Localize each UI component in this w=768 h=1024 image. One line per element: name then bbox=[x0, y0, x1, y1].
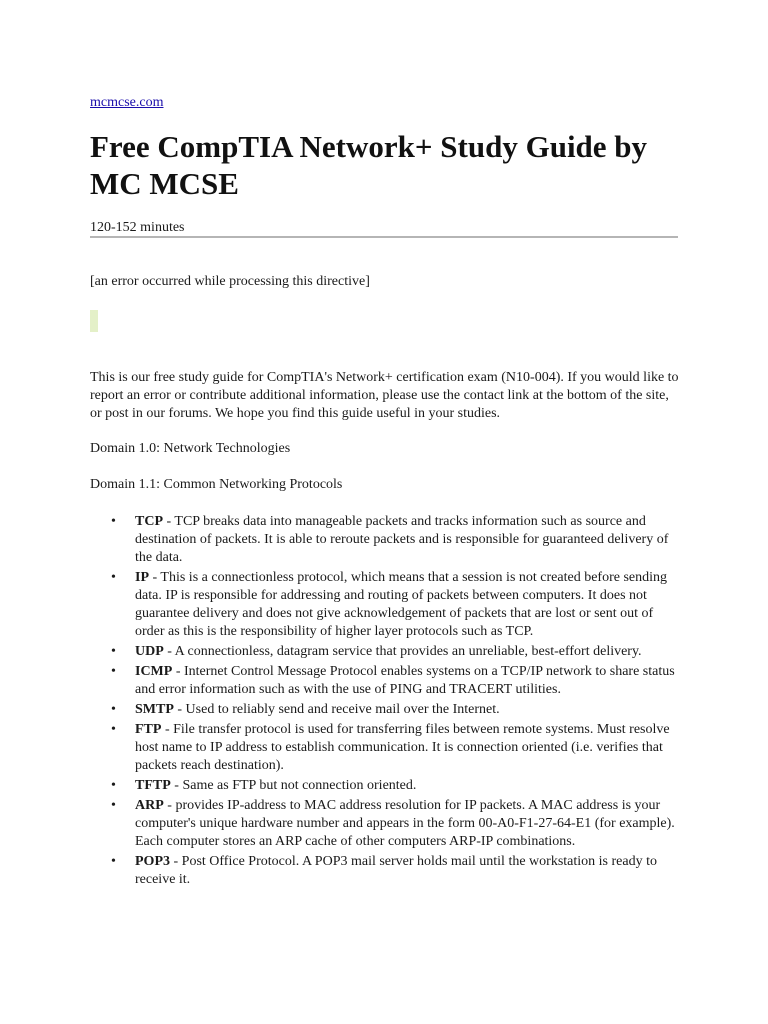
protocol-description: - Used to reliably send and receive mail over the Internet. bbox=[173, 702, 500, 717]
protocol-list bbox=[90, 513, 680, 891]
list-item-smtp bbox=[90, 701, 680, 719]
list-item-arp bbox=[90, 797, 680, 851]
list-item-icmp bbox=[90, 663, 680, 699]
directive-error-text: [an error occurred while processing this directive] bbox=[90, 274, 370, 289]
bullet-icon: • bbox=[111, 798, 116, 813]
protocol-description: - A connectionless, datagram service that provides an unreliable, best-effort delivery. bbox=[163, 644, 642, 659]
protocol-description: - This is a connectionless protocol, which means that a session is not created before sending data. IP is responsible for addressing and routing of packets between computers. It does not guarantee delivery and does not give acknowledgement of packets that are lost or sent out of order as this is the responsibility of higher layer protocols such as TCP. bbox=[135, 570, 667, 639]
protocol-term: TCP bbox=[135, 514, 163, 529]
ad-placeholder bbox=[90, 310, 98, 332]
protocol-description: - TCP breaks data into manageable packets and tracks information such as source and destination of packets. It is able to reroute packets and is responsible for guaranteed delivery of the data. bbox=[135, 514, 669, 565]
list-item-tftp bbox=[90, 777, 680, 795]
divider bbox=[90, 236, 678, 238]
list-item-ftp bbox=[90, 721, 680, 775]
protocol-description: - provides IP-address to MAC address resolution for IP packets. A MAC address is your computer's unique hardware number and appears in the form 00-A0-F1-27-64-E1 (for example). Each computer stores an ARP cache of other computers ARP-IP combinations. bbox=[135, 798, 675, 849]
protocol-term: IP bbox=[135, 570, 149, 585]
bullet-icon: • bbox=[111, 664, 116, 679]
list-item-tcp bbox=[90, 513, 680, 567]
intro-paragraph: This is our free study guide for CompTIA's Network+ certification exam (N10-004). If you would like to report an error or contribute additional information, please use the contact link at the bottom of the site, or post in our forums. We hope you find this guide useful in your studies. bbox=[90, 370, 679, 421]
protocol-term: FTP bbox=[135, 722, 162, 737]
list-item-ip bbox=[90, 569, 680, 641]
reading-time: 120-152 minutes bbox=[90, 220, 185, 235]
list-item-pop3 bbox=[90, 853, 680, 889]
bullet-icon: • bbox=[111, 644, 116, 659]
bullet-icon: • bbox=[111, 702, 116, 717]
site-link[interactable]: mcmcse.com bbox=[90, 95, 164, 110]
domain-heading: Domain 1.0: Network Technologies bbox=[90, 441, 291, 456]
page-title: Free CompTIA Network+ Study Guide by MC MCSE bbox=[90, 129, 648, 201]
bullet-icon: • bbox=[111, 514, 116, 529]
protocol-term: SMTP bbox=[135, 702, 174, 717]
protocol-description: - File transfer protocol is used for transferring files between remote systems. Must resolve host name to IP address to establish communication. It is connection oriented (i.e. verifies that packets reach destination). bbox=[135, 722, 670, 773]
protocol-description: - Post Office Protocol. A POP3 mail server holds mail until the workstation is ready to receive it. bbox=[135, 854, 657, 887]
bullet-icon: • bbox=[111, 722, 116, 737]
protocol-description: - Same as FTP but not connection oriented. bbox=[170, 778, 417, 793]
protocol-term: ICMP bbox=[135, 664, 173, 679]
bullet-icon: • bbox=[111, 778, 116, 793]
protocol-term: TFTP bbox=[135, 778, 171, 793]
bullet-icon: • bbox=[111, 570, 116, 585]
subdomain-heading: Domain 1.1: Common Networking Protocols bbox=[90, 477, 343, 492]
protocol-term: ARP bbox=[135, 798, 164, 813]
protocol-term: UDP bbox=[135, 644, 164, 659]
protocol-term: POP3 bbox=[135, 854, 170, 869]
list-item-udp bbox=[90, 643, 680, 661]
bullet-icon: • bbox=[111, 854, 116, 869]
protocol-description: - Internet Control Message Protocol enables systems on a TCP/IP network to share status and error information such as with the use of PING and TRACERT utilities. bbox=[135, 664, 675, 697]
